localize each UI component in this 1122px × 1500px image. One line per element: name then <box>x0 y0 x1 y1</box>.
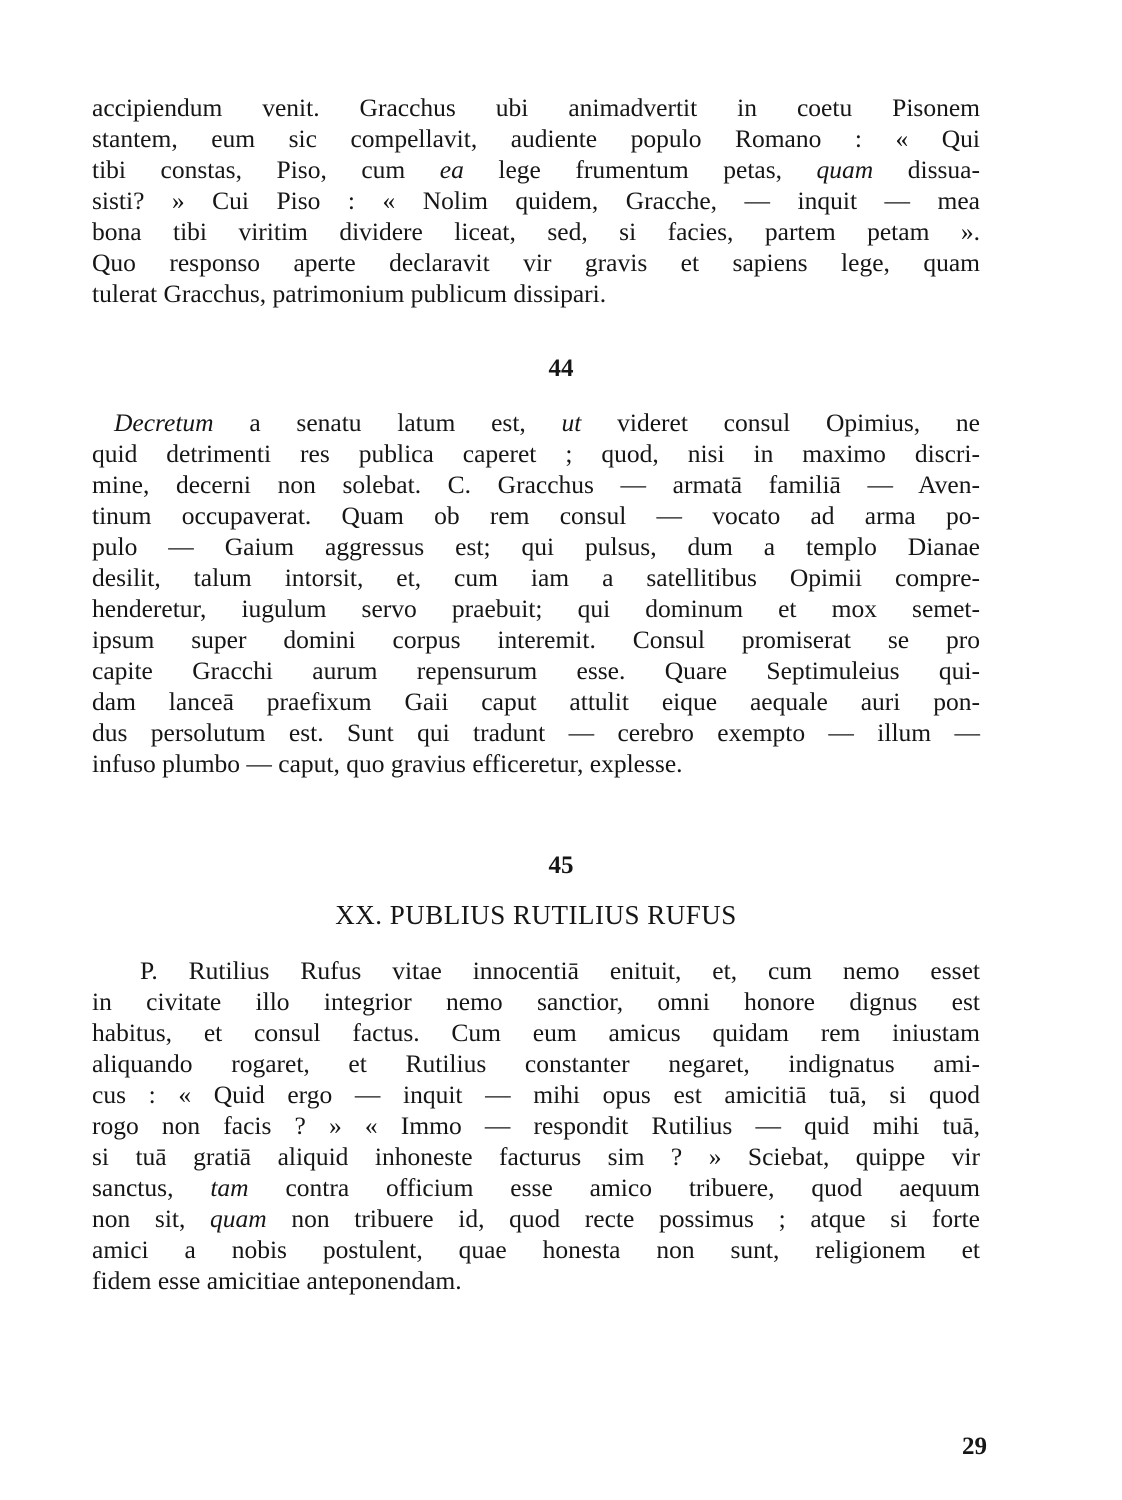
text-line: dus persolutum est. Sunt qui tradunt — cerebro exempto — illum — <box>92 718 980 747</box>
section-number-44: 44 <box>548 355 574 382</box>
text-line: stantem, eum sic compellavit, audiente populo Romano : « Qui <box>92 124 980 153</box>
text-line: Quo responso aperte declaravit vir gravis et sapiens lege, quam <box>92 248 980 277</box>
text-line: fidem esse amicitiae anteponendam. <box>92 1266 462 1295</box>
text-line: capite Gracchi aurum repensurum esse. Quare Septimuleius qui- <box>92 656 980 685</box>
text-segment: lege frumentum petas, <box>463 155 817 184</box>
text-line: rogo non facis ? » « Immo — respondit Rutilius — quid mihi tuā, <box>92 1111 980 1140</box>
text-segment: non sit, <box>92 1204 211 1233</box>
text-line: habitus, et consul factus. Cum eum amicus quidam rem iniustam <box>92 1018 980 1047</box>
text-line: pulo — Gaium aggressus est; qui pulsus, dum a templo Dianae <box>92 532 980 561</box>
text-line: desilit, talum intorsit, et, cum iam a satellitibus Opimii compre- <box>92 563 980 592</box>
paragraph-gracchus-piso <box>92 92 980 309</box>
paragraph-decretum <box>92 407 980 779</box>
text-line <box>92 1203 980 1234</box>
text-line: mine, decerni non solebat. C. Gracchus — armatā familiā — Aven- <box>92 470 980 499</box>
text-line: infuso plumbo — caput, quo gravius efficeretur, explesse. <box>92 749 683 778</box>
text-line: henderetur, iugulum servo praebuit; qui dominum et mox semet- <box>92 594 980 623</box>
text-line: bona tibi viritim dividere liceat, sed, si facies, partem petam ». <box>92 217 980 246</box>
section-number-45: 45 <box>548 852 574 879</box>
text-line: amici a nobis postulent, quae honesta non sunt, religionem et <box>92 1235 980 1264</box>
text-segment: contra officium esse amico tribuere, quod aequum <box>248 1173 980 1202</box>
text-line <box>92 1172 980 1203</box>
italic-word: ut <box>561 408 582 437</box>
text-line: dam lanceā praefixum Gaii caput attulit eique aequale auri pon- <box>92 687 980 716</box>
text-line: si tuā gratiā aliquid inhoneste facturus sim ? » Sciebat, quippe vir <box>92 1142 980 1171</box>
page-number: 29 <box>962 1433 987 1460</box>
chapter-title: XX. PUBLIUS RUTILIUS RUFUS <box>335 900 737 930</box>
text-line: P. Rutilius Rufus vitae innocentiā enituit, et, cum nemo esset <box>140 956 980 985</box>
text-line: aliquando rogaret, et Rutilius constanter negaret, indignatus ami- <box>92 1049 980 1078</box>
text-segment: videret consul Opimius, ne <box>581 408 980 437</box>
text-line: tinum occupaverat. Quam ob rem consul — vocato ad arma po- <box>92 501 980 530</box>
text-line: ipsum super domini corpus interemit. Consul promiserat se pro <box>92 625 980 654</box>
italic-word: ea <box>439 155 464 184</box>
text-segment: non tribuere id, quod recte possimus ; atque si forte <box>266 1204 981 1233</box>
text-line: sisti? » Cui Piso : « Nolim quidem, Gracche, — inquit — mea <box>92 186 980 215</box>
text-segment: dissua- <box>873 155 980 184</box>
italic-word: tam <box>210 1173 249 1202</box>
text-line <box>92 407 980 438</box>
text-segment: sanctus, <box>92 1173 211 1202</box>
text-segment: a senatu latum est, <box>213 408 562 437</box>
italic-word: Decretum <box>114 408 214 437</box>
paragraph-rutilius <box>92 955 980 1296</box>
text-line: tulerat Gracchus, patrimonium publicum dissipari. <box>92 279 607 308</box>
text-segment: tibi constas, Piso, cum <box>92 155 440 184</box>
italic-word: quam <box>210 1204 267 1233</box>
text-line: cus : « Quid ergo — inquit — mihi opus est amicitiā tuā, si quod <box>92 1080 980 1109</box>
text-line: accipiendum venit. Gracchus ubi animadvertit in coetu Pisonem <box>92 93 980 122</box>
text-line: in civitate illo integrior nemo sanctior, omni honore dignus est <box>92 987 980 1016</box>
text-line <box>92 154 980 185</box>
text-line: quid detrimenti res publica caperet ; quod, nisi in maximo discri- <box>92 439 980 468</box>
italic-word: quam <box>816 155 874 184</box>
